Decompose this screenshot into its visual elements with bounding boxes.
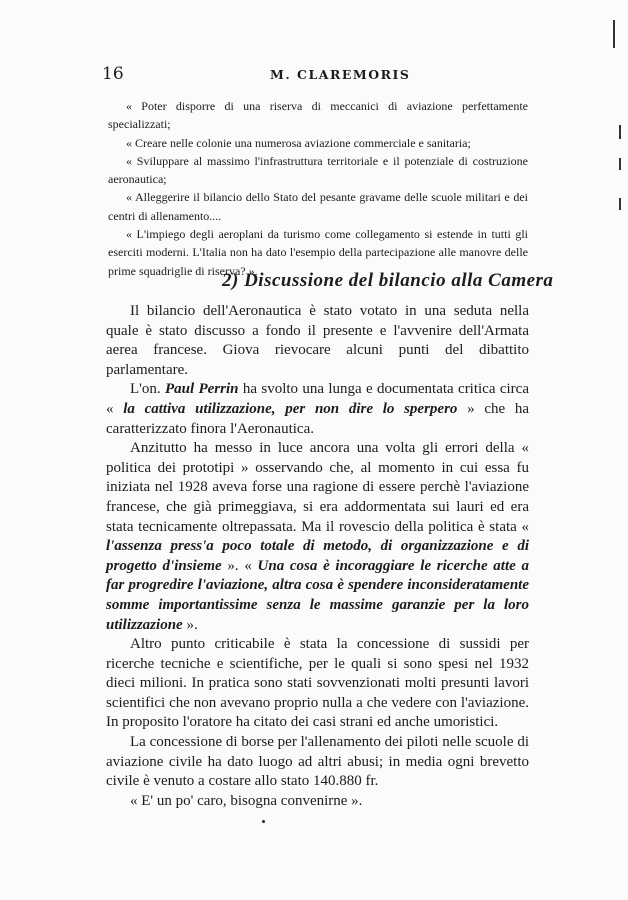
quote-item: « Creare nelle colonie una numerosa aviazione commerciale e sanitaria; xyxy=(126,135,471,150)
quote-block xyxy=(108,97,528,280)
paragraph: Anzitutto ha messo in luce ancora una volta gli errori della « politica dei prototipi » osservando che, al momento in cui essa fu iniziata nel 1928 aveva forse una ragione di essere perchè l'aviazione francese, che già primeggiava, si era addormentata sui lauri ed era stata tecnicamente oltrepassata. Ma il rovescio della politica è stata « l'assenza press'a poco totale di metodo, di organizzazione e di progetto d'insieme ». « Una cosa è incoraggiare le ricerche atte a far progredire l'aviazione, altra cosa è spendere inconsideratamente somme importantissime senza le massime garanzie per la loro utilizzazione ». xyxy=(106,440,529,633)
quote-item: « Poter disporre di una riserva di meccanici di aviazione perfettamente specializzati; xyxy=(108,99,528,132)
paragraph: Altro punto criticabile è stata la concessione di sussidi per ricerche tecniche e scientifiche, per le quali si sono spesi nel 1932 dieci milioni. In pratica sono stati sovvenzionati molti presunti lavori scientifici che non avevano proprio nulla a che vedere con l'aviazione. In proposito l'oratore ha citato dei casi strani ed anche umoristici. xyxy=(106,636,529,731)
paragraph: L'on. Paul Perrin ha svolto una lunga e documentata critica circa « la cattiva utilizzazione, per non dire lo sperpero » che ha caratterizzato finora l'Aeronautica. xyxy=(106,381,530,437)
scan-artifact xyxy=(619,198,621,210)
paragraph: La concessione di borse per l'allenamento dei piloti nelle scuole di aviazione civile ha dato luogo ad altri abusi; in media ogni brevetto civile è venuto a costare allo stato 140.880 fr. xyxy=(106,734,529,790)
scan-artifact xyxy=(613,20,615,48)
quote-item: « Alleggerire il bilancio dello Stato del pesante gravame delle scuole militari e dei centri di allenamento.... xyxy=(108,190,528,223)
quoted-phrase: l'assenza press'a poco totale di metodo, di organizzazione e di progetto d'insieme xyxy=(106,538,529,574)
paragraph: « E' un po' caro, bisogna convenirne ». xyxy=(130,792,363,809)
quote-item: « L'impiego degli aeroplani da turismo come collegamento si estende in tutti gli eserciti moderni. L'Italia non ha dato l'esempio della partecipazione alle manovre delle prime squadriglie di riserva? ». xyxy=(108,227,528,278)
scan-artifact xyxy=(262,820,265,823)
body-text xyxy=(106,302,529,811)
quote-item: « Sviluppare al massimo l'infrastruttura territoriale e il potenziale di costruzione aeronautica; xyxy=(108,153,528,187)
quoted-phrase: Una cosa è incoraggiare le ricerche atte a far progredire l'aviazione, altra cosa è spendere inconsideratamente somme importantissime senza le massime garanzie per la loro utilizzazione xyxy=(106,557,529,633)
page-header xyxy=(102,64,532,88)
section-title: 2) Discussione del bilancio alla Camera xyxy=(222,270,554,291)
person-name: Paul Perrin xyxy=(164,381,239,398)
quoted-phrase: la cattiva utilizzazione, per non dire lo sperpero xyxy=(123,400,458,417)
running-title: M. CLAREMORIS xyxy=(270,67,411,82)
paragraph: Il bilancio dell'Aeronautica è stato votato in una seduta nella quale è stato discusso a fondo il presente e l'avvenire dell'Armata aerea francese. Giova rievocare alcuni punti del dibattito parlamentare. xyxy=(106,303,529,378)
scan-artifact xyxy=(619,158,621,170)
page-number: 16 xyxy=(102,64,124,84)
scan-artifact xyxy=(619,125,621,139)
